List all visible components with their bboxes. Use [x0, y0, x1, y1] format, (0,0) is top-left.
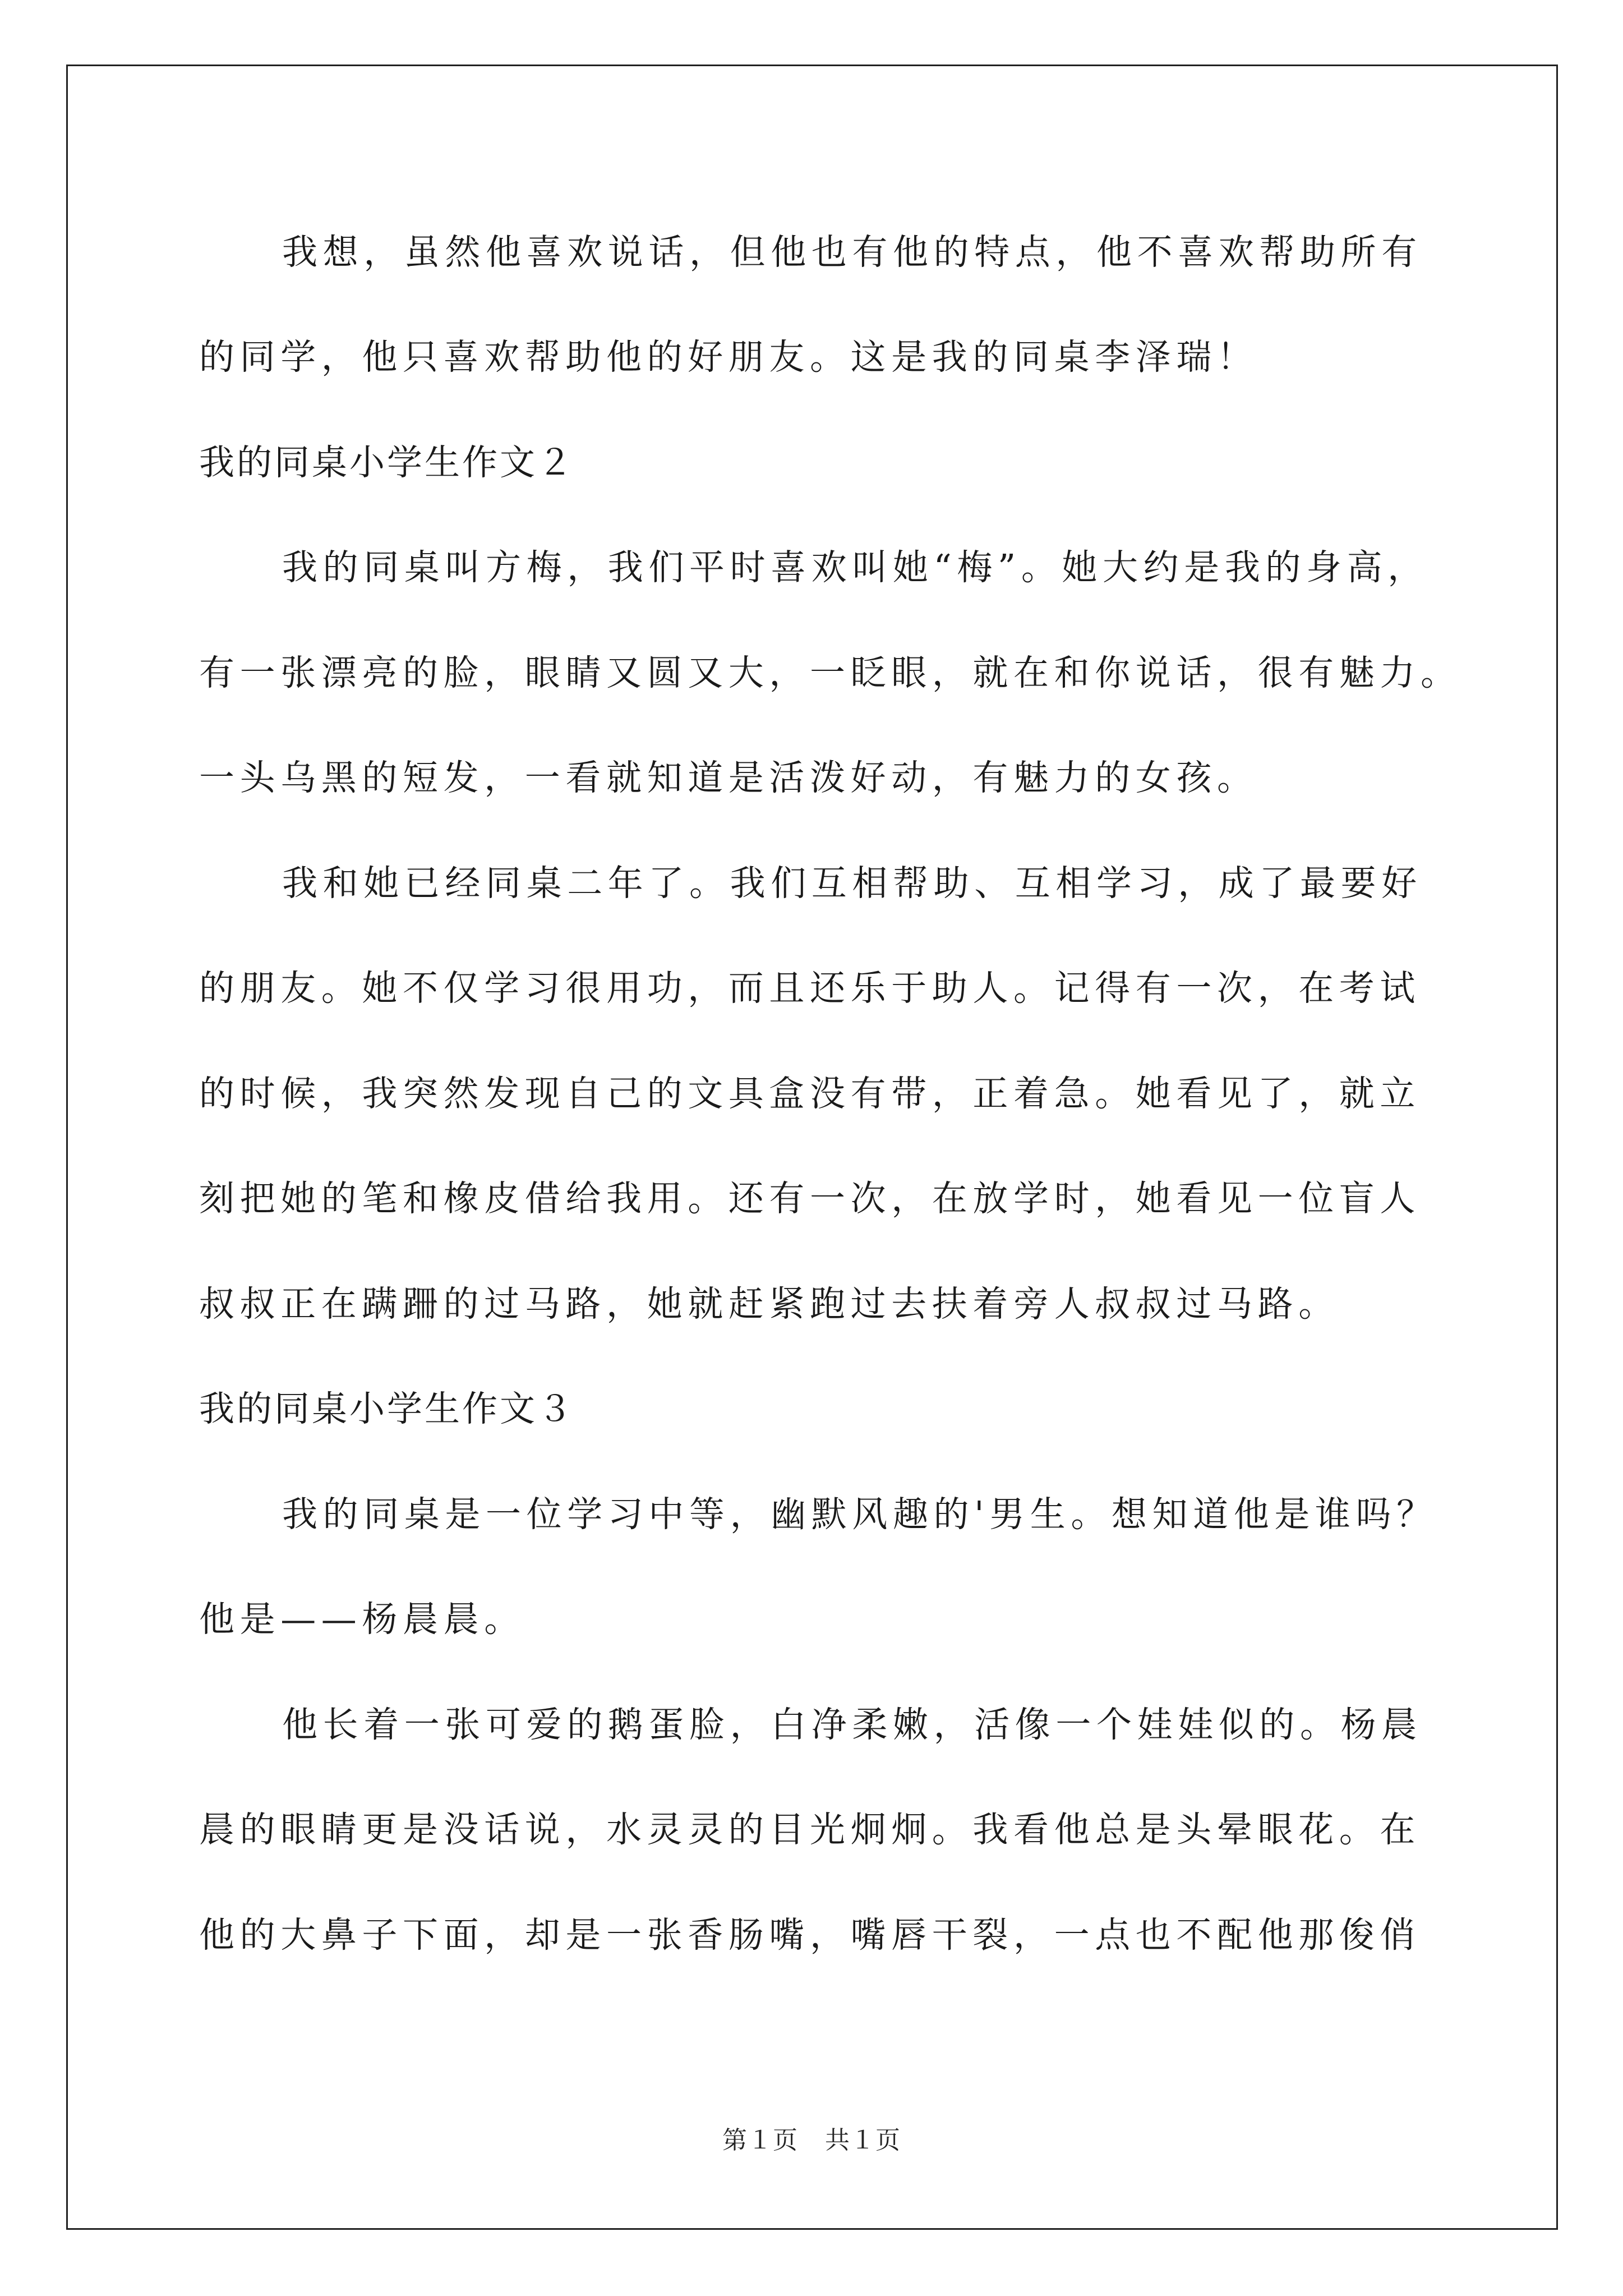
paragraph-line: 他的大鼻子下面，却是一张香肠嘴，嘴唇干裂，一点也不配他那俊俏 — [199, 1915, 1421, 1955]
section-heading: 我的同桌小学生作文３ — [199, 1388, 575, 1429]
page-total: 共１页 — [825, 2126, 901, 2155]
paragraph-line: 一头乌黑的短发，一看就知道是活泼好动，有魅力的女孩。 — [199, 757, 1258, 798]
paragraph-line: 我和她已经同桌二年了。我们互相帮助、互相学习，成了最要好 — [282, 863, 1422, 904]
paragraph-line: 叔叔正在蹒跚的过马路，她就赶紧跑过去扶着旁人叔叔过马路。 — [199, 1283, 1339, 1324]
section-heading: 我的同桌小学生作文２ — [199, 442, 575, 483]
paragraph-line: 晨的眼睛更是没话说，水灵灵的目光炯炯。我看他总是头晕眼花。在 — [199, 1809, 1421, 1850]
paragraph-line: 的朋友。她不仅学习很用功，而且还乐于助人。记得有一次，在考试 — [199, 968, 1421, 1009]
page-footer — [0, 2125, 1623, 2156]
page-number: 第１页 — [722, 2126, 798, 2155]
paragraph-line: 他是——杨晨晨。 — [199, 1599, 525, 1640]
paragraph-line: 的时候，我突然发现自己的文具盒没有带，正着急。她看见了，就立 — [199, 1073, 1421, 1114]
paragraph-line: 刻把她的笔和橡皮借给我用。还有一次，在放学时，她看见一位盲人 — [199, 1178, 1421, 1219]
paragraph-line: 的同学，他只喜欢帮助他的好朋友。这是我的同桌李泽瑞！ — [199, 337, 1258, 378]
paragraph-line: 有一张漂亮的脸，眼睛又圆又大，一眨眼，就在和你说话，很有魅力。 — [199, 652, 1461, 693]
paragraph-line: 我想，虽然他喜欢说话，但他也有他的特点，他不喜欢帮助所有 — [282, 232, 1422, 273]
page-border — [66, 65, 1558, 2230]
paragraph-line: 我的同桌是一位学习中等，幽默风趣的'男生。想知道他是谁吗？ — [282, 1494, 1437, 1535]
paragraph-line: 我的同桌叫方梅，我们平时喜欢叫她“梅”。她大约是我的身高， — [282, 547, 1428, 588]
paragraph-line: 他长着一张可爱的鹅蛋脸，白净柔嫩，活像一个娃娃似的。杨晨 — [282, 1704, 1422, 1745]
